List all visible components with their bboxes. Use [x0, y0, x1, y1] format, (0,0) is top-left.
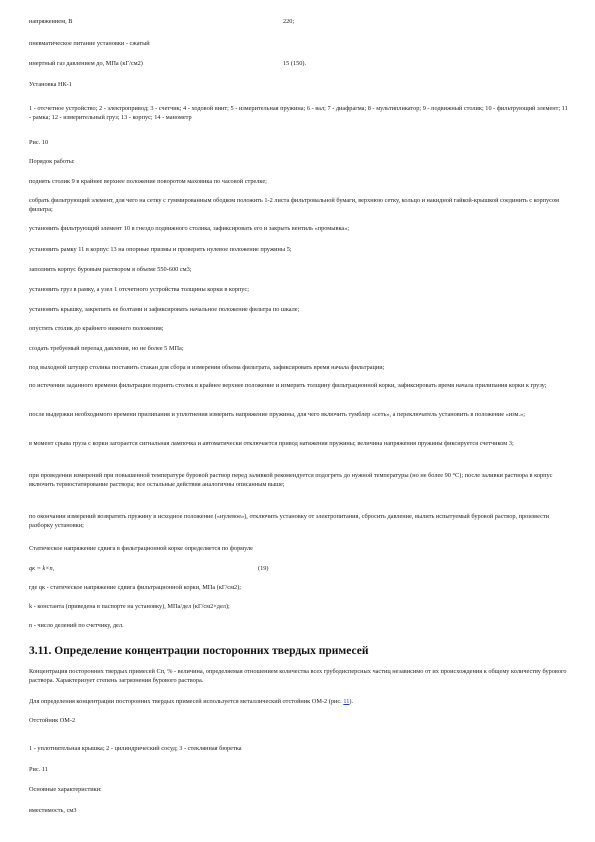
figure-caption-2: Рис. 11: [29, 766, 48, 773]
procedure-step-4: установить рамку 11 в корпус 13 на опорные призмы и проверить нулевое положение пружины 5;: [29, 246, 292, 253]
procedure-step-13: в момент срыва груза с корки загорается сигнальная лампочка и автоматически отключается привод натяжения пружины; величина напряжения пружины фиксируется счетчиком 3;: [29, 440, 514, 447]
procedure-step-5: заполнить корпус буровым раствором в объеме 550-600 см3;: [29, 266, 192, 273]
section-heading: 3.11. Определение концентрации посторонних твердых примесей: [29, 645, 369, 657]
procedure-step-15: по окончании измерений возвратить пружину в исходное положение («нулевое»), отключить установку от электропитания, сбросить давление, вылить испытуемый буровой раствор, произвести разборку установки;: [29, 513, 549, 529]
figure-title: Установка НК-1: [29, 81, 72, 88]
figure-title-2: Отстойник ОМ-2: [29, 717, 76, 724]
procedure-heading: Порядок работы:: [29, 158, 75, 165]
procedure-step-6: установить груз в рамку, а узел 1 отсчетного устройства толщины корки в корпус;: [29, 286, 249, 293]
section-definition: Концентрация посторонних твердых примесей Сп, % - величина, определяемая отношением количества всех грубодисперсных частиц независимо от их происхождения к общему количеству бурового раствора. Характеризует степень загрязнения бурового раствора.: [29, 668, 567, 684]
spec-gas-label: инертный газ давлением до, МПа (кГ/см2): [29, 60, 143, 67]
procedure-step-2: собрать фильтрующий элемент, для чего на сетку с гуммированным ободком положить 1-2 листа фильтровальной бумаги, верхнюю сетку, кольцо и накидной гайкой-крышкой соединить с корпусом фильтра;: [29, 197, 559, 213]
procedure-step-9: создать требуемый перепад давления, но не более 5 МПа;: [29, 345, 184, 352]
formula-line: [29, 565, 569, 574]
spec-voltage-label: напряжением, В: [29, 18, 73, 25]
formula-intro: Статическое напряжение сдвига в фильтрационной корке определяется по формуле: [29, 545, 253, 552]
procedure-step-11: по истечении заданного времени фильтрации поднять столик в крайнее верхнее положение и измерить толщину фильтрационной корки, зафиксировать время начала прилипания корки к грузу;: [29, 382, 547, 389]
formula-term-n: n - число делений по счетчику, дел.: [29, 622, 124, 629]
section-reference-end: ).: [349, 698, 354, 705]
characteristics-heading: Основные характеристики:: [29, 786, 102, 793]
formula-number: (19): [258, 565, 269, 572]
spec-voltage-line: [29, 18, 569, 27]
formula-term-k: k - константа (приведена в паспорте на установку), МПа/дел (кГ/см2×дел);: [29, 603, 230, 610]
spec-pneumatic-line: пневматическое питание установки - сжатый: [29, 40, 150, 47]
procedure-step-12: после выдержки необходимого времени прилипания и уплотнения измерить напряжение пружины, для чего включить тумблер «сеть», а переключатель установить в положение «изм.»;: [29, 411, 526, 418]
section-reference-text: Для определения концентрации посторонних твердых примесей используется металлический отстойник ОМ-2 (рис.: [29, 698, 344, 705]
figure-legend: 1 - отсчетное устройство; 2 - электропривод; 3 - счетчик; 4 - ходовой винт; 5 - измерительная пружина; 6 - вал; 7 - диафрагма; 8 - мультипликатор; 9 - подвижный столик; 10 - фильтрующий элемент; 11 - рамка; 12 - измерительный груз; 13 - корпус; 14 - манометр: [29, 105, 568, 121]
figure-legend-2: 1 - уплотнительная крышка; 2 - цилиндрический сосуд; 3 - стеклянная бюретка: [29, 745, 242, 752]
characteristic-capacity: вместимость, см3: [29, 807, 77, 814]
section-reference: [29, 698, 569, 707]
procedure-step-14: при проведении измерений при повышенной температуре буровой раствор перед заливкой рекомендуется подогреть до нужной температуры (но не более 90 °С); после заливки раствора в корпус включить термостатирование раствора; все остальные действия аналогичны описанным выше;: [29, 472, 553, 488]
procedure-step-1: поднять столик 9 в крайнее верхнее положение поворотом маховика по часовой стрелке;: [29, 178, 267, 185]
formula: qк = k×n,: [29, 565, 55, 572]
figure-caption: Рис. 10: [29, 139, 49, 146]
procedure-step-10: под выходной штуцер столика поставить стакан для сбора и измерения объема фильтрата, зафиксировать время начала фильтрации;: [29, 364, 385, 371]
spec-gas-line: [29, 60, 569, 69]
formula-term-q: где qк - статическое напряжение сдвига фильтрационной корки, МПа (кГ/см2);: [29, 584, 242, 591]
procedure-step-7: установить крышку, закрепить ее болтами и зафиксировать начальное положение фильтра по шкале;: [29, 306, 300, 313]
procedure-step-8: опустить столик до крайнего нижнего положения;: [29, 325, 164, 332]
procedure-step-3: установить фильтрующий элемент 10 в гнездо подвижного столика, зафиксировать его и закрыть вентиль «промывка»;: [29, 225, 350, 232]
spec-voltage-value: 220;: [283, 18, 295, 25]
spec-gas-value: 15 (150).: [283, 60, 307, 67]
figure-link[interactable]: 11: [343, 698, 350, 705]
